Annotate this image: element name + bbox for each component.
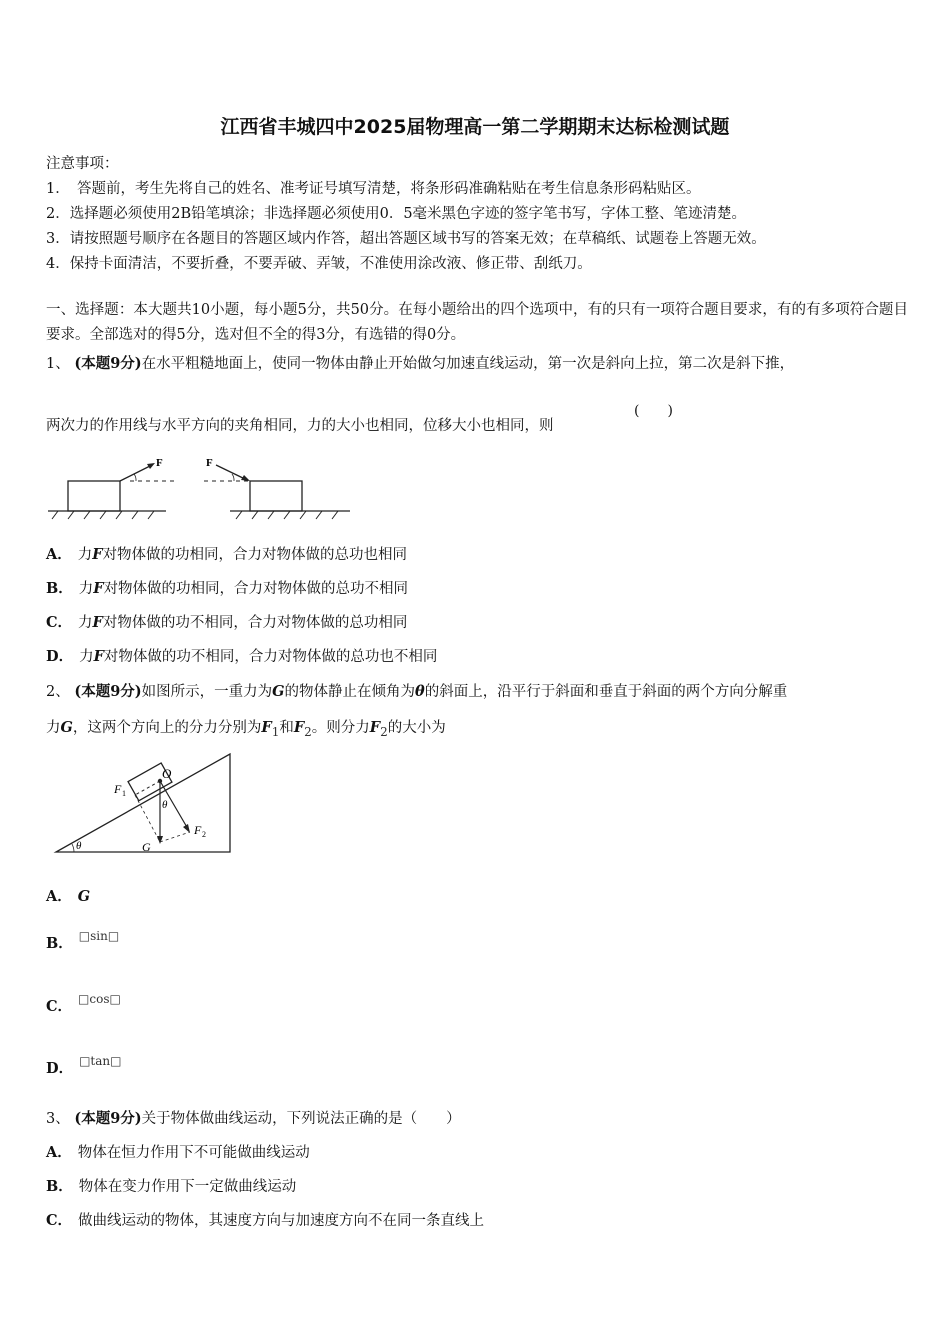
q2-fig-theta-label: θ bbox=[162, 799, 168, 811]
option-label: C． bbox=[46, 998, 73, 1015]
option-label: D． bbox=[46, 1060, 74, 1077]
q2-sub: 1 bbox=[271, 724, 280, 739]
option-var: F bbox=[92, 546, 103, 563]
option-text: 对物体做的功不相同，合力对物体做的总功也不相同 bbox=[103, 649, 438, 665]
q2-var-f2: F bbox=[369, 719, 381, 736]
q1-text-a: 在水平粗糙地面上，使同一物体由静止开始做匀加速直线运动，第一次是斜向上拉，第二次是斜下推， bbox=[141, 356, 795, 372]
notice-item-3: 3．请按照题号顺序在各题目的答题区域内作答，超出答题区域书写的答案无效；在草稿纸、试题卷上答题无效。 bbox=[46, 231, 766, 247]
q2-score: (本题9分) bbox=[74, 683, 142, 700]
q1-score: (本题9分) bbox=[74, 355, 142, 372]
q2-option-a[interactable] bbox=[46, 885, 90, 906]
q1-option-a[interactable] bbox=[46, 543, 407, 564]
option-var: F bbox=[93, 648, 104, 665]
q2-number: 2、 bbox=[46, 684, 70, 700]
q2-text: 力 bbox=[46, 720, 61, 736]
option-value: □sin□ bbox=[78, 929, 120, 943]
q1-option-c[interactable] bbox=[46, 611, 407, 632]
q2-fig-f2-label: F bbox=[194, 823, 202, 837]
q2-option-d[interactable] bbox=[46, 1054, 122, 1078]
option-text: 力 bbox=[77, 547, 93, 563]
option-label: A． bbox=[46, 888, 72, 905]
option-text: 物体在变力作用下一定做曲线运动 bbox=[78, 1179, 297, 1195]
q1-number: 1、 bbox=[46, 356, 70, 372]
q2-option-b[interactable] bbox=[46, 929, 120, 953]
option-text: 对物体做的功相同，合力对物体做的总功也相同 bbox=[102, 547, 408, 563]
option-label: B． bbox=[46, 1178, 73, 1195]
page-title: 江西省丰城四中2025届物理高一第二学期期末达标检测试题 bbox=[220, 116, 730, 138]
option-text: 对物体做的功不相同，合力对物体做的总功相同 bbox=[102, 615, 408, 631]
q2-fig-f1-label: F bbox=[114, 782, 122, 796]
q2-text: 和 bbox=[279, 720, 294, 736]
q2-var-theta: θ bbox=[415, 683, 425, 700]
q2-var-g: G bbox=[272, 683, 285, 700]
q2-text: 的斜面上，沿平行于斜面和垂直于斜面的两个方向分解重 bbox=[424, 684, 788, 700]
q1-option-b[interactable] bbox=[46, 577, 408, 598]
q2-var-f1: F bbox=[261, 719, 272, 736]
q2-fig-f2-sub: 2 bbox=[202, 830, 206, 839]
option-label: B． bbox=[46, 580, 73, 597]
q3-option-a[interactable] bbox=[46, 1141, 310, 1162]
q2-fig-g-label: G bbox=[142, 840, 151, 854]
q2-text: 。则分力 bbox=[311, 720, 370, 736]
q1-line-2: 两次力的作用线与水平方向的夹角相同，力的大小也相同，位移大小也相同，则 bbox=[46, 418, 554, 434]
option-label: C． bbox=[46, 1212, 73, 1229]
option-var: F bbox=[92, 614, 103, 631]
option-text: 对物体做的功相同，合力对物体做的总功不相同 bbox=[103, 581, 409, 597]
q1-bracket: ( ) bbox=[634, 403, 673, 419]
q2-text: 如图所示，一重力为 bbox=[141, 684, 273, 700]
q2-sub: 2 bbox=[304, 724, 312, 739]
notice-item-2: 2．选择题必须使用2B铅笔填涂；非选择题必须使用0．5毫米黑色字迹的签字笔书写，字体工整、笔迹清楚。 bbox=[46, 206, 747, 222]
q3-line-1 bbox=[46, 1107, 461, 1128]
option-text: 做曲线运动的物体，其速度方向与加速度方向不在同一条直线上 bbox=[78, 1213, 485, 1229]
q3-number: 3、 bbox=[46, 1111, 70, 1127]
q1-option-d[interactable] bbox=[46, 645, 437, 666]
q2-line-2 bbox=[46, 716, 446, 739]
q2-option-c[interactable] bbox=[46, 992, 121, 1016]
option-value: G bbox=[77, 888, 91, 905]
q3-text: 关于物体做曲线运动，下列说法正确的是（ ） bbox=[141, 1111, 461, 1127]
q3-option-b[interactable] bbox=[46, 1175, 296, 1196]
q2-sub: 2 bbox=[380, 724, 388, 739]
q3-option-c[interactable] bbox=[46, 1209, 484, 1230]
option-text: 力 bbox=[78, 581, 94, 597]
q2-fig-f1-sub: 1 bbox=[122, 789, 126, 798]
option-label: A． bbox=[46, 1144, 72, 1161]
option-value: □tan□ bbox=[79, 1054, 122, 1068]
option-value: □cos□ bbox=[78, 992, 121, 1006]
q2-line-1 bbox=[46, 680, 787, 701]
q2-fig-theta-label: θ bbox=[76, 840, 82, 852]
q2-text: 的物体静止在倾角为 bbox=[284, 684, 416, 700]
q2-var-g: G bbox=[60, 719, 73, 736]
notice-item-1: 1． 答题前，考生先将自己的姓名、准考证号填写清楚，将条形码准确粘贴在考生信息条形码粘贴区。 bbox=[46, 181, 701, 197]
option-text: 力 bbox=[79, 649, 94, 665]
option-label: A． bbox=[46, 546, 72, 563]
q2-text: 的大小为 bbox=[387, 720, 446, 736]
notice-heading: 注意事项： bbox=[46, 156, 119, 172]
option-text: 力 bbox=[78, 615, 93, 631]
q1-line-1 bbox=[46, 352, 794, 373]
q2-text: ，这两个方向上的分力分别为 bbox=[72, 720, 262, 736]
q1-fig-f-label-1: F bbox=[156, 457, 163, 469]
option-label: B． bbox=[46, 935, 73, 952]
section-intro: 一、选择题：本大题共10小题，每小题5分，共50分。在每小题给出的四个选项中，有的只有一项符合题目要求，有的有多项符合题目要求。全部选对的得5分，选对但不全的得3分，有选错的得0分。 bbox=[46, 302, 908, 343]
option-var: F bbox=[93, 580, 104, 597]
q2-figure bbox=[50, 750, 240, 858]
notice-item-4: 4．保持卡面清洁，不要折叠，不要弄破、弄皱，不准使用涂改液、修正带、刮纸刀。 bbox=[46, 256, 592, 272]
q2-var-f2: F bbox=[293, 719, 305, 736]
option-text: 物体在恒力作用下不可能做曲线运动 bbox=[77, 1145, 310, 1161]
q2-fig-o-label: O bbox=[162, 766, 172, 781]
option-label: D． bbox=[46, 648, 74, 665]
option-label: C． bbox=[46, 614, 73, 631]
q1-fig-f-label-2: F bbox=[206, 457, 213, 469]
q3-score: (本题9分) bbox=[74, 1110, 142, 1127]
q1-figure bbox=[44, 452, 354, 524]
